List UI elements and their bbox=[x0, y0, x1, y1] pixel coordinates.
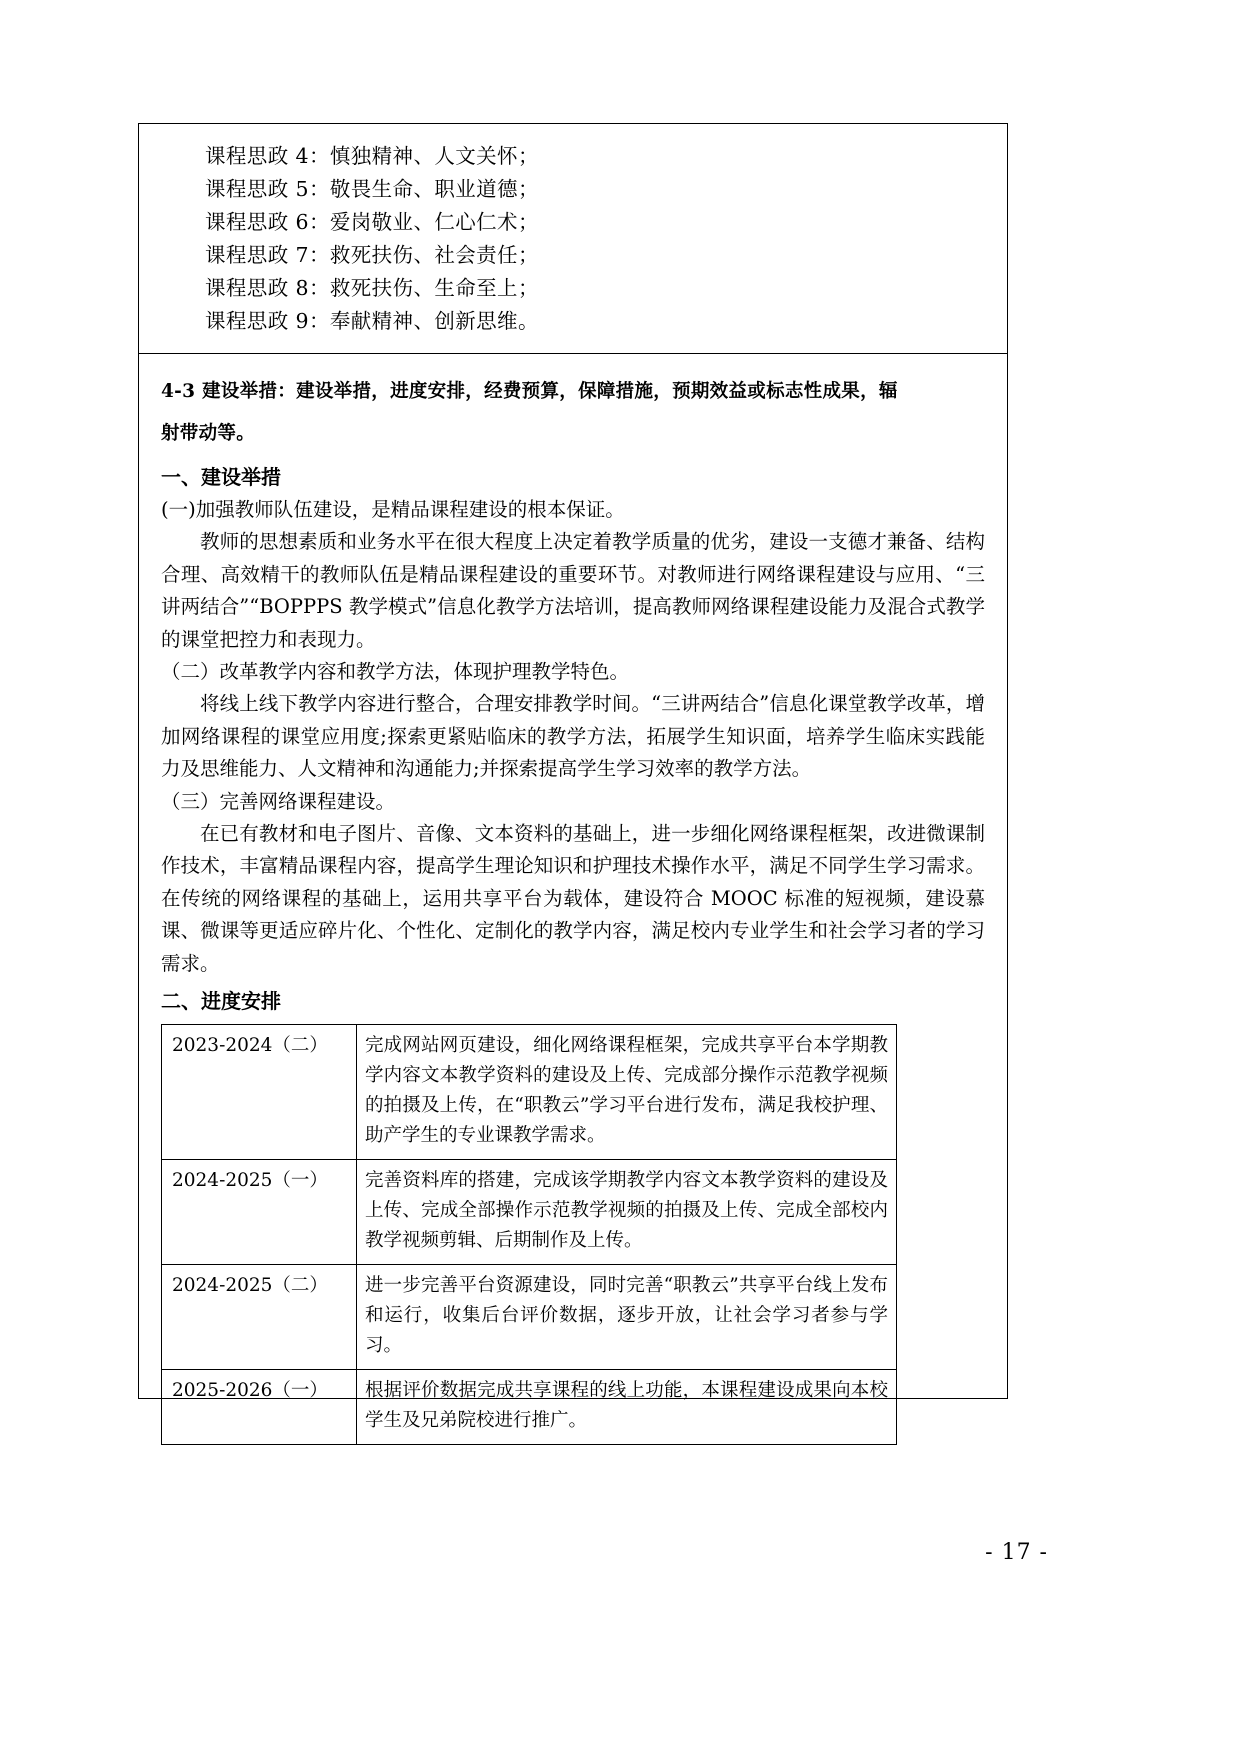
paragraph-online-course: 在已有教材和电子图片、音像、文本资料的基础上，进一步细化网络课程框架，改进微课制作技术，丰富精品课程内容，提高学生理论知识和护理技术操作水平，满足不同学生学习需求。在传统的网络课程的基础上，运用共享平台为载体，建设符合 MOOC 标准的短视频，建设慕课、微课等更适应碎片化、个性化、定制化的教学内容，满足校内专业学生和社会学习者的学习需求。 bbox=[161, 821, 985, 975]
construction-measures-box bbox=[138, 353, 1008, 1431]
schedule-period: 2025-2026（一） bbox=[162, 1370, 357, 1445]
table-row bbox=[162, 1025, 897, 1160]
course-ideology-box bbox=[138, 123, 1008, 353]
heading-schedule: 二、进度安排 bbox=[161, 989, 281, 1013]
schedule-table bbox=[161, 1024, 897, 1445]
section-title-line2: 射带动等。 bbox=[161, 423, 256, 444]
section-title-line1: 4-3 建设举措：建设举措，进度安排，经费预算，保障措施，预期效益或标志性成果，辐 bbox=[161, 381, 898, 402]
ideology-line: 课程思政 5：敬畏生命、职业道德； bbox=[205, 177, 539, 201]
schedule-detail: 根据评价数据完成共享课程的线上功能，本课程建设成果向本校学生及兄弟院校进行推广。 bbox=[357, 1370, 897, 1445]
table-row bbox=[162, 1265, 897, 1370]
subheading-online-course: （三）完善网络课程建设。 bbox=[161, 789, 396, 813]
schedule-detail: 进一步完善平台资源建设，同时完善“职教云”共享平台线上发布和运行，收集后台评价数据，逐步开放，让社会学习者参与学习。 bbox=[357, 1265, 897, 1370]
schedule-table-wrapper bbox=[161, 1024, 985, 1445]
schedule-period: 2023-2024（二） bbox=[162, 1025, 357, 1160]
ideology-line: 课程思政 9：奉献精神、创新思维。 bbox=[205, 309, 539, 333]
table-row bbox=[162, 1160, 897, 1265]
ideology-line: 课程思政 6：爱岗敬业、仁心仁术； bbox=[205, 210, 539, 234]
heading-measures: 一、建设举措 bbox=[161, 465, 281, 489]
ideology-line: 课程思政 4：慎独精神、人文关怀； bbox=[205, 144, 539, 168]
paragraph-teaching-reform: 将线上线下教学内容进行整合，合理安排教学时间。“三讲两结合”信息化课堂教学改革，增加网络课程的课堂应用度;探索更紧贴临床的教学方法，拓展学生知识面，培养学生临床实践能力及思维能力、人文精神和沟通能力;并探索提高学生学习效率的教学方法。 bbox=[161, 692, 985, 780]
schedule-period: 2024-2025（二） bbox=[162, 1265, 357, 1370]
subheading-teacher-team: (一)加强教师队伍建设，是精品课程建设的根本保证。 bbox=[161, 498, 625, 521]
subheading-teaching-reform: （二）改革教学内容和教学方法，体现护理教学特色。 bbox=[161, 660, 630, 683]
schedule-period: 2024-2025（一） bbox=[162, 1160, 357, 1265]
ideology-line: 课程思政 7：救死扶伤、社会责任； bbox=[205, 243, 539, 267]
paragraph-teacher-team: 教师的思想素质和业务水平在很大程度上决定着教学质量的优劣，建设一支德才兼备、结构合理、高效精干的教师队伍是精品课程建设的重要环节。对教师进行网络课程建设与应用、“三讲两结合”“BOPPPS 教学模式”信息化教学方法培训，提高教师网络课程建设能力及混合式教学的课堂把控力和表现力。 bbox=[161, 530, 985, 651]
ideology-line: 课程思政 8：救死扶伤、生命至上； bbox=[205, 276, 539, 300]
schedule-detail: 完善资料库的搭建，完成该学期教学内容文本教学资料的建设及上传、完成全部操作示范教学视频的拍摄及上传、完成全部校内教学视频剪辑、后期制作及上传。 bbox=[357, 1160, 897, 1265]
table-row bbox=[162, 1370, 897, 1445]
page-number: - 17 - bbox=[985, 1540, 1048, 1565]
schedule-detail: 完成网站网页建设，细化网络课程框架，完成共享平台本学期教学内容文本教学资料的建设及上传、完成部分操作示范教学视频的拍摄及上传，在“职教云”学习平台进行发布，满足我校护理、助产学生的专业课教学需求。 bbox=[357, 1025, 897, 1160]
